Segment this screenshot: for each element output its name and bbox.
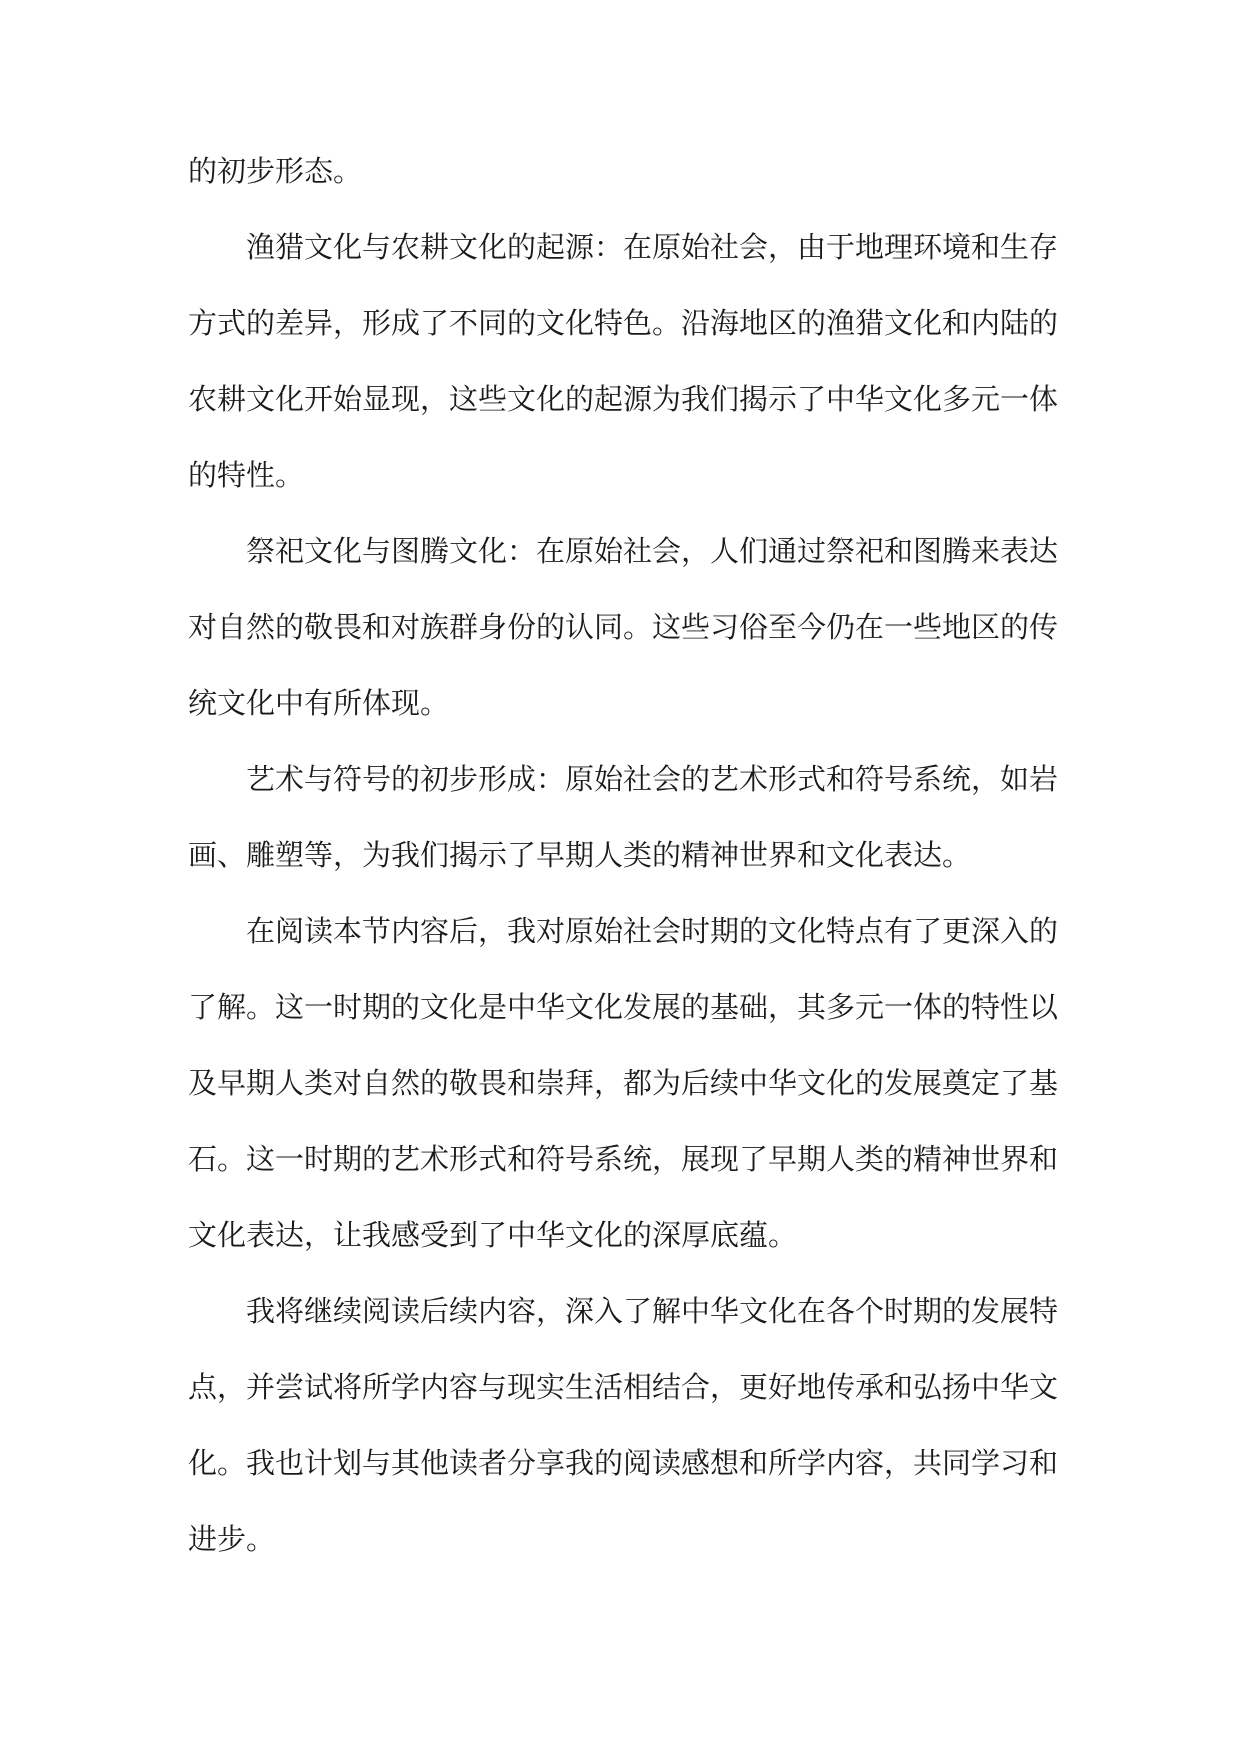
paragraph-art-symbols: 艺术与符号的初步形成：原始社会的艺术形式和符号系统，如岩画、雕塑等，为我们揭示了早期人类的精神世界和文化表达。 bbox=[188, 762, 1059, 872]
paragraph-reading-reflection: 在阅读本节内容后，我对原始社会时期的文化特点有了更深入的了解。这一时期的文化是中华文化发展的基础，其多元一体的特性以及早期人类对自然的敬畏和崇拜，都为后续中华文化的发展奠定了基石。这一时期的艺术形式和符号系统，展现了早期人类的精神世界和文化表达，让我感受到了中华文化的深厚底蕴。 bbox=[188, 914, 1059, 1252]
document-body bbox=[188, 133, 1058, 1577]
paragraph-continuation: 的初步形态。 bbox=[188, 154, 363, 188]
paragraph-sacrifice-totem-culture: 祭祀文化与图腾文化：在原始社会，人们通过祭祀和图腾来表达对自然的敬畏和对族群身份的认同。这些习俗至今仍在一些地区的传统文化中有所体现。 bbox=[188, 534, 1059, 720]
paragraph-fishing-farming-origins: 渔猎文化与农耕文化的起源：在原始社会，由于地理环境和生存方式的差异，形成了不同的文化特色。沿海地区的渔猎文化和内陆的农耕文化开始显现，这些文化的起源为我们揭示了中华文化多元一体的特性。 bbox=[188, 230, 1059, 492]
paragraph-future-plan: 我将继续阅读后续内容，深入了解中华文化在各个时期的发展特点，并尝试将所学内容与现实生活相结合，更好地传承和弘扬中华文化。我也计划与其他读者分享我的阅读感想和所学内容，共同学习和进步。 bbox=[188, 1294, 1059, 1556]
